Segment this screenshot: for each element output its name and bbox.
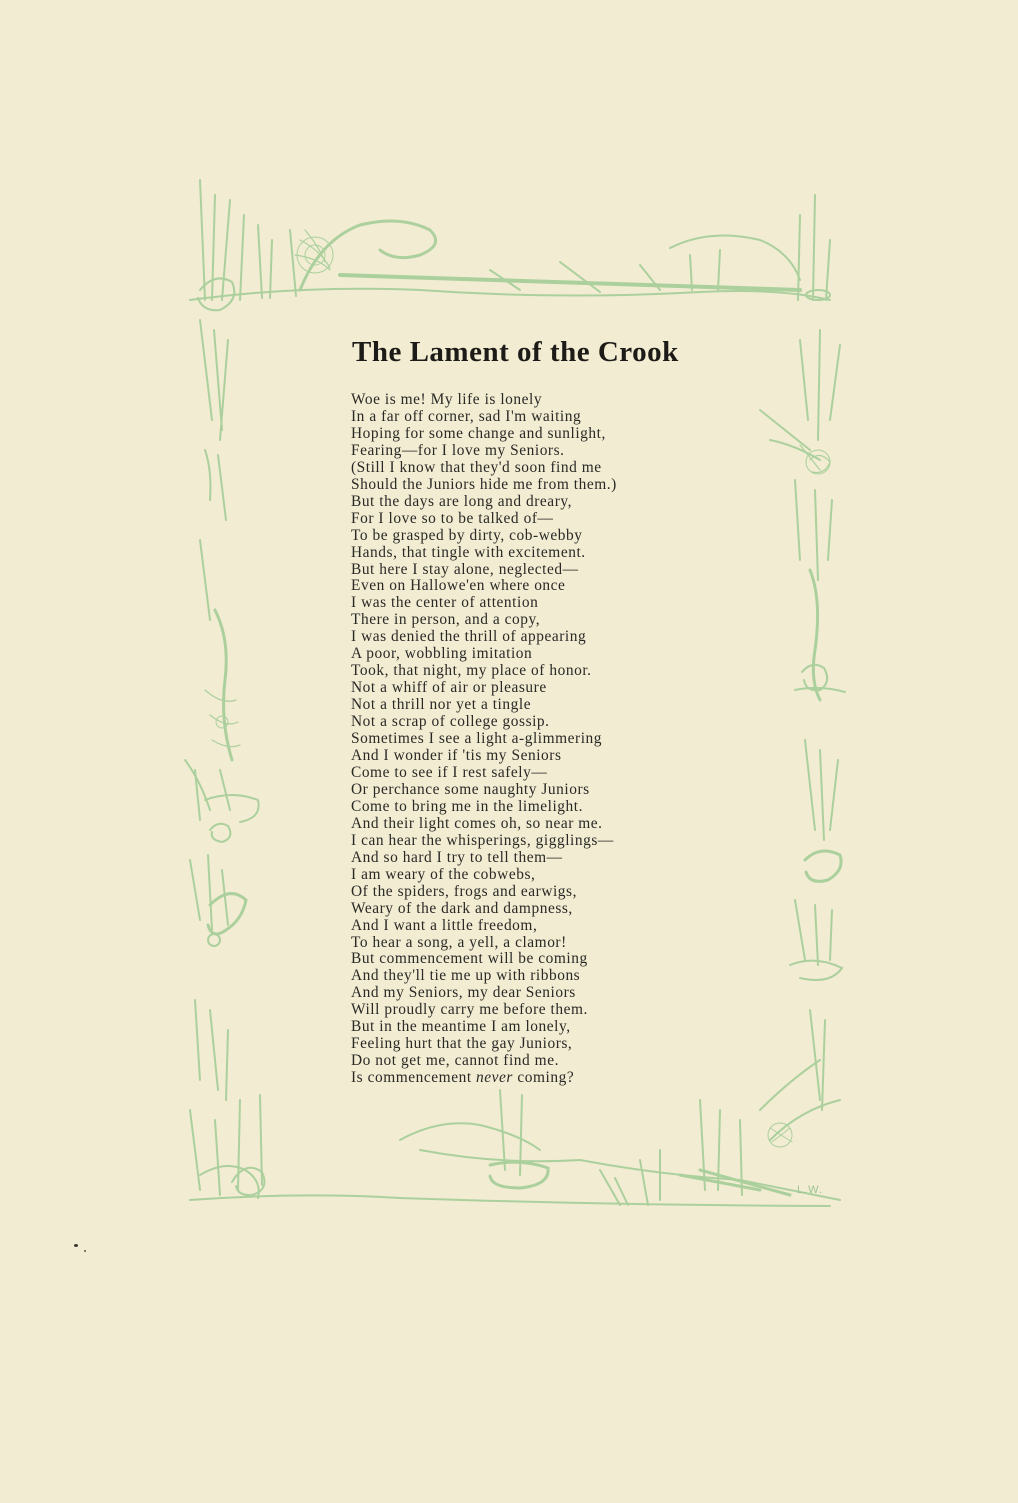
paper-speck bbox=[84, 1250, 86, 1252]
poem-line: Not a thrill nor yet a tingle bbox=[351, 696, 532, 714]
poem-title: The Lament of the Crook bbox=[352, 336, 679, 368]
poem-line: To be grasped by dirty, cob-webby bbox=[351, 526, 583, 544]
poem-line: And my Seniors, my dear Seniors bbox=[351, 984, 576, 1002]
poem-line: Not a scrap of college gossip. bbox=[351, 713, 550, 731]
poem-line: There in person, and a copy, bbox=[351, 611, 541, 629]
poem-line: Hands, that tingle with excitement. bbox=[351, 543, 586, 561]
poem-last-line bbox=[351, 1070, 771, 1087]
poem-line: Come to see if I rest safely— bbox=[351, 763, 548, 781]
last-line-emphasis: never bbox=[476, 1069, 513, 1087]
poem-line: Of the spiders, frogs and earwigs, bbox=[351, 882, 577, 900]
poem-line: But the days are long and dreary, bbox=[351, 492, 573, 510]
poem-line: I was the center of attention bbox=[351, 594, 539, 612]
poem-line: But here I stay alone, neglected— bbox=[351, 560, 579, 578]
poem-body bbox=[351, 392, 771, 1087]
poem-line: I was denied the thrill of appearing bbox=[351, 628, 587, 646]
poem-line: And their light comes oh, so near me. bbox=[351, 814, 603, 832]
paper-speck bbox=[74, 1244, 78, 1247]
poem-line: And so hard I try to tell them— bbox=[351, 848, 563, 866]
poem-line: (Still I know that they'd soon find me bbox=[351, 458, 602, 476]
poem-line: Even on Hallowe'en where once bbox=[351, 577, 566, 595]
poem-line: Will proudly carry me before them. bbox=[351, 1001, 588, 1019]
poem-line: Come to bring me in the limelight. bbox=[351, 797, 584, 815]
poem-line: For I love so to be talked of— bbox=[351, 509, 554, 527]
poem-line: But in the meantime I am lonely, bbox=[351, 1018, 571, 1036]
poem-line: Took, that night, my place of honor. bbox=[351, 662, 592, 680]
poem-line: Fearing—for I love my Seniors. bbox=[351, 441, 565, 459]
poem-line: Weary of the dark and dampness, bbox=[351, 899, 573, 917]
poem-line: A poor, wobbling imitation bbox=[351, 645, 533, 663]
poem-line: I am weary of the cobwebs, bbox=[351, 865, 536, 883]
poem-line: I can hear the whisperings, gigglings— bbox=[351, 831, 614, 849]
poem-line: And I want a little freedom, bbox=[351, 916, 538, 934]
poem-line: To hear a song, a yell, a clamor! bbox=[351, 933, 567, 951]
poem-line: Or perchance some naughty Juniors bbox=[351, 780, 590, 798]
poem-line: In a far off corner, sad I'm waiting bbox=[351, 407, 582, 425]
poem-line: Do not get me, cannot find me. bbox=[351, 1052, 559, 1070]
poem-line: And they'll tie me up with ribbons bbox=[351, 967, 581, 985]
poem-line: Feeling hurt that the gay Juniors, bbox=[351, 1035, 573, 1053]
poem-line: Sometimes I see a light a-glimmering bbox=[351, 730, 603, 748]
poem-line: Hoping for some change and sunlight, bbox=[351, 424, 606, 442]
last-line-end: coming? bbox=[512, 1069, 575, 1087]
poem-line: Woe is me! My life is lonely bbox=[351, 391, 543, 408]
poem-line: Should the Juniors hide me from them.) bbox=[351, 475, 617, 493]
poem-line: Not a whiff of air or pleasure bbox=[351, 679, 547, 697]
last-line-start: Is commencement bbox=[351, 1069, 477, 1087]
poem-line: But commencement will be coming bbox=[351, 950, 588, 968]
poem-line: And I wonder if 'tis my Seniors bbox=[351, 747, 562, 765]
artist-signature: L.W. bbox=[797, 1184, 824, 1196]
